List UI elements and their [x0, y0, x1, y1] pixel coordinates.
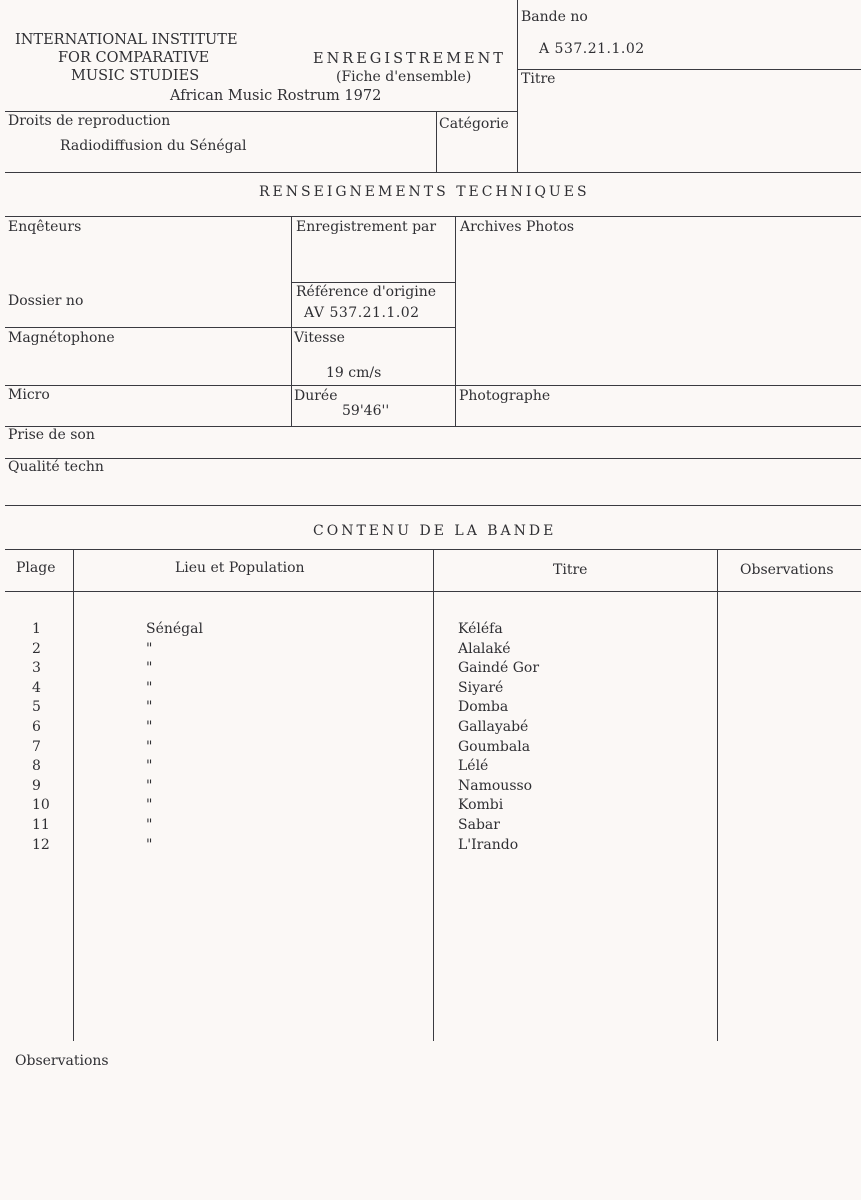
table-cell-plage: 4: [32, 679, 41, 696]
table-cell-plage: 8: [32, 758, 41, 775]
content-col1-divider: [73, 549, 74, 1041]
technical-heading: RENSEIGNEMENTS TECHNIQUES: [259, 184, 590, 200]
categorie-label: Catégorie: [439, 116, 509, 132]
table-cell-lieu: ": [146, 699, 153, 716]
reference-value: AV 537.21.1.02: [304, 305, 420, 321]
header-bottom-rule: [5, 172, 861, 173]
table-cell-titre: Gallayabé: [458, 719, 529, 735]
titre-rule: [517, 69, 861, 70]
technical-top-rule: [5, 216, 861, 217]
table-cell-plage: 2: [32, 640, 41, 657]
table-cell-titre: Goumbala: [458, 738, 531, 755]
content-col3-divider: [717, 549, 718, 1041]
institute-line2: FOR COMPARATIVE: [58, 50, 210, 66]
table-cell-titre: Kombi: [458, 797, 504, 814]
table-cell-lieu: ": [146, 660, 153, 677]
table-cell-lieu: ": [146, 758, 153, 775]
micro-rule: [5, 385, 861, 386]
table-cell-titre: Kéléfa: [458, 621, 503, 637]
table-cell-titre: Sabar: [458, 817, 500, 833]
photographe-label: Photographe: [459, 388, 551, 404]
qualite-label: Qualité techn: [8, 459, 104, 475]
magnetophone-label: Magnétophone: [8, 330, 115, 346]
column-header-plage: Plage: [16, 560, 56, 576]
prise-label: Prise de son: [8, 427, 95, 443]
form-title: ENREGISTREMENT: [313, 51, 506, 67]
table-cell-lieu: ": [146, 836, 153, 853]
technical-col2-divider: [455, 216, 456, 426]
bande-value: A 537.21.1.02: [539, 41, 645, 57]
table-cell-plage: 11: [32, 817, 50, 833]
table-cell-plage: 10: [32, 797, 50, 814]
droits-label: Droits de reproduction: [8, 113, 171, 129]
column-header-lieu: Lieu et Population: [175, 560, 305, 576]
table-cell-lieu: Sénégal: [146, 621, 203, 637]
table-cell-titre: L'Irando: [458, 836, 519, 853]
institute-line3: MUSIC STUDIES: [71, 68, 200, 84]
table-cell-lieu: ": [146, 817, 153, 833]
reference-label: Référence d'origine: [296, 284, 437, 300]
table-cell-lieu: ": [146, 777, 153, 794]
technical-col1-divider: [291, 216, 292, 426]
table-cell-plage: 12: [32, 836, 50, 853]
enregistrement-par-label: Enregistrement par: [296, 219, 437, 235]
event-name: African Music Rostrum 1972: [170, 88, 382, 104]
observations-label: Observations: [15, 1053, 109, 1069]
table-cell-titre: Alalaké: [458, 640, 511, 657]
duree-value: 59'46'': [342, 403, 390, 419]
table-cell-plage: 3: [32, 660, 41, 677]
table-cell-plage: 6: [32, 719, 41, 735]
form-subtitle: (Fiche d'ensemble): [336, 69, 472, 85]
archives-photos-label: Archives Photos: [460, 219, 575, 235]
bande-label: Bande no: [521, 9, 588, 25]
table-cell-titre: Siyaré: [458, 679, 504, 696]
dossier-label: Dossier no: [8, 293, 84, 309]
table-cell-titre: Lélé: [458, 758, 489, 775]
qualite-rule: [5, 458, 861, 459]
vitesse-label: Vitesse: [294, 330, 345, 346]
table-cell-lieu: ": [146, 738, 153, 755]
table-cell-titre: Gaindé Gor: [458, 660, 540, 677]
table-cell-plage: 9: [32, 777, 41, 794]
duree-label: Durée: [294, 388, 338, 404]
table-cell-plage: 1: [32, 621, 41, 637]
institute-line1: INTERNATIONAL INSTITUTE: [15, 32, 238, 48]
content-heading: CONTENU DE LA BANDE: [313, 523, 557, 539]
table-cell-plage: 7: [32, 738, 41, 755]
prise-rule: [5, 426, 861, 427]
table-cell-lieu: ": [146, 679, 153, 696]
table-cell-plage: 5: [32, 699, 41, 716]
titre-label: Titre: [521, 71, 556, 87]
technical-bottom-rule: [5, 505, 861, 506]
enregistrement-rule: [291, 282, 455, 283]
column-header-observations: Observations: [740, 562, 834, 578]
table-cell-lieu: ": [146, 640, 153, 657]
droits-value: Radiodiffusion du Sénégal: [60, 138, 247, 154]
column-header-titre: Titre: [553, 562, 588, 578]
categorie-divider: [436, 111, 437, 172]
header-divider-vertical: [517, 0, 518, 172]
micro-label: Micro: [8, 387, 50, 403]
table-cell-titre: Namousso: [458, 777, 533, 794]
magnetophone-rule: [5, 327, 455, 328]
vitesse-value: 19 cm/s: [326, 365, 382, 381]
enqueteurs-label: Enqêteurs: [8, 219, 82, 235]
header-rule: [5, 111, 517, 112]
table-cell-lieu: ": [146, 797, 153, 814]
table-cell-titre: Domba: [458, 699, 509, 716]
table-cell-lieu: ": [146, 719, 153, 735]
content-col2-divider: [433, 549, 434, 1041]
